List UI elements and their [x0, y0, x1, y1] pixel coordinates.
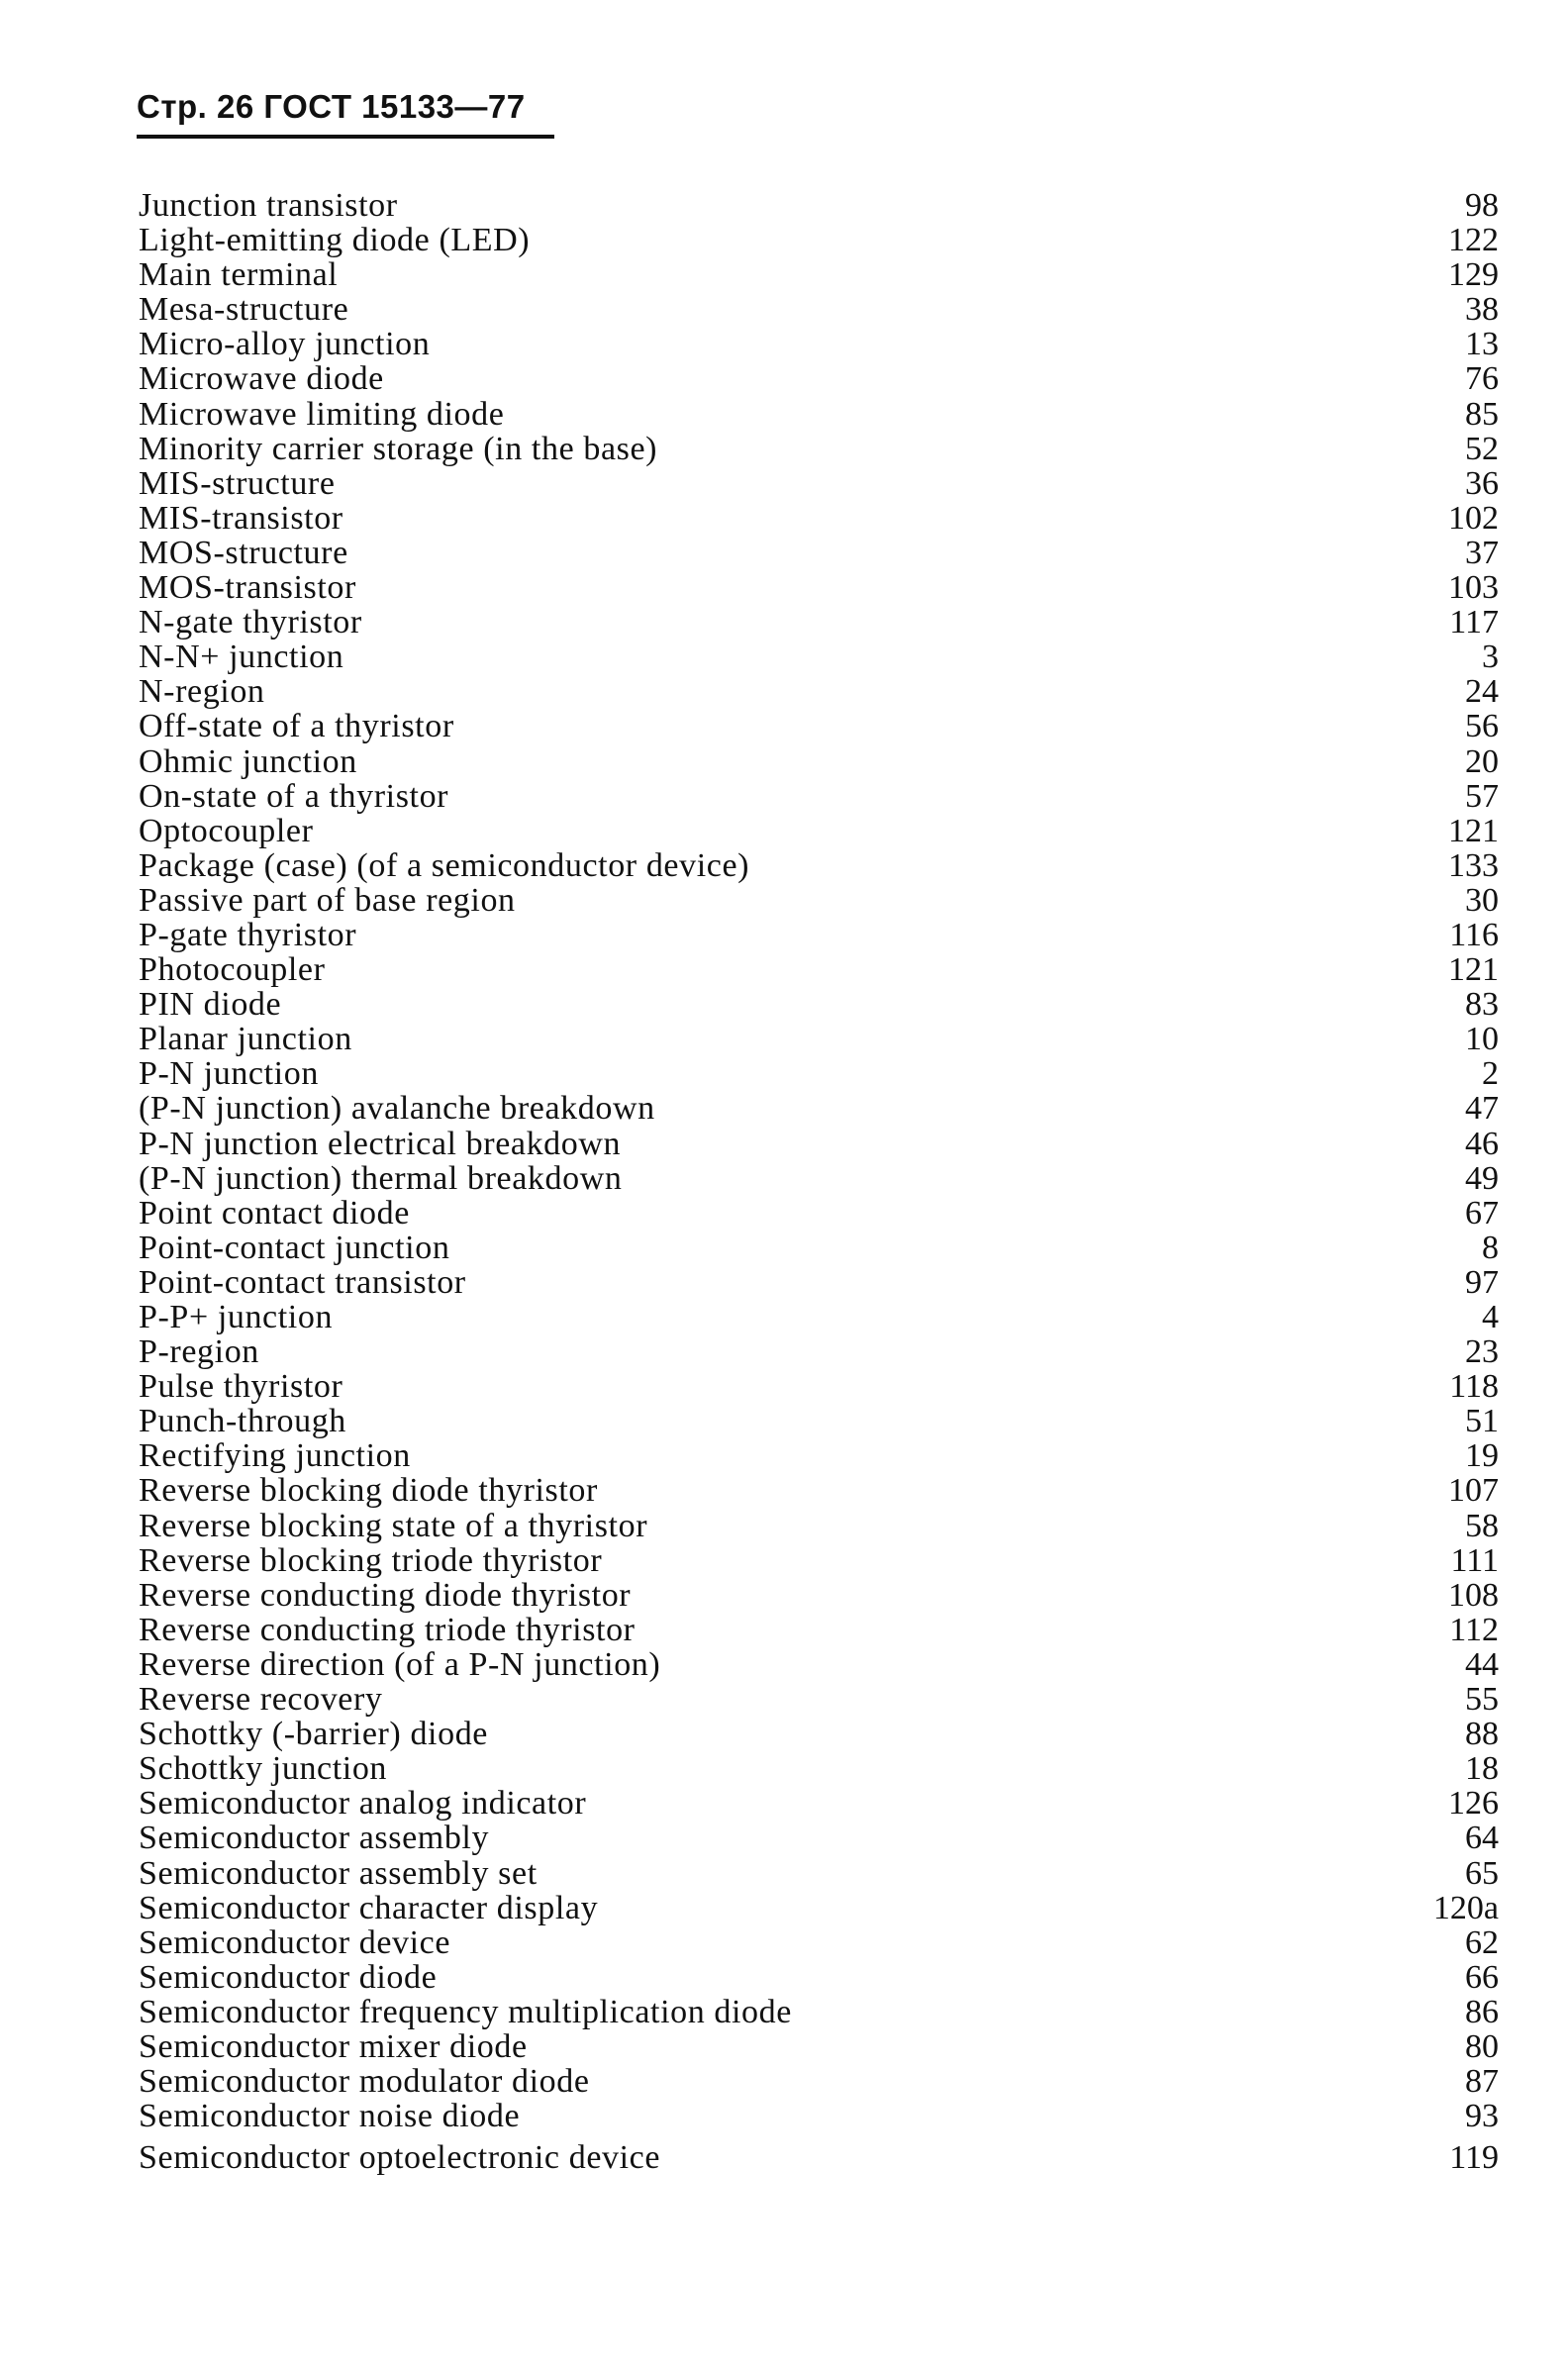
index-term: Rectifying junction — [139, 1437, 411, 1475]
index-term: Reverse conducting triode thyristor — [139, 1611, 636, 1648]
header-underline — [137, 135, 554, 139]
index-term-number: 119 — [1449, 2139, 1499, 2177]
index-term-number: 58 — [1465, 1507, 1499, 1544]
index-term: P-N junction electrical breakdown — [139, 1125, 622, 1162]
index-term: Semiconductor modulator diode — [139, 2063, 590, 2101]
index-term: Semiconductor frequency multiplication diode — [139, 1993, 792, 2030]
index-term: N-region — [139, 673, 265, 711]
index-term: Reverse blocking state of a thyristor — [139, 1507, 648, 1544]
index-term: Off-state of a thyristor — [139, 708, 454, 745]
index-entry — [139, 501, 1503, 536]
index-term-number: 46 — [1465, 1125, 1499, 1162]
index-term-number: 88 — [1465, 1716, 1499, 1753]
index-entry — [139, 1751, 1503, 1786]
index-list — [139, 188, 1503, 2175]
index-term-number: 87 — [1465, 2063, 1499, 2101]
index-entry — [139, 1925, 1503, 1960]
index-term: Semiconductor assembly set — [139, 1854, 538, 1892]
index-term-number: 65 — [1465, 1854, 1499, 1892]
index-term-number: 67 — [1465, 1194, 1499, 1232]
index-term-number: 47 — [1465, 1090, 1499, 1128]
index-entry — [139, 1995, 1503, 2029]
index-term-number: 121 — [1448, 951, 1499, 989]
index-term-number: 112 — [1449, 1611, 1499, 1648]
index-entry — [139, 2140, 1503, 2175]
index-term: Punch-through — [139, 1403, 346, 1440]
index-entry — [139, 709, 1503, 743]
index-term: Schottky (-barrier) diode — [139, 1716, 488, 1753]
index-term: PIN diode — [139, 986, 282, 1024]
index-term: Semiconductor assembly — [139, 1820, 490, 1857]
index-term-number: 8 — [1482, 1229, 1499, 1266]
index-term-number: 52 — [1465, 430, 1499, 467]
index-term-number: 120a — [1432, 1889, 1499, 1926]
index-term: Main terminal — [139, 256, 339, 294]
index-entry — [139, 1334, 1503, 1369]
index-term-number: 49 — [1465, 1159, 1499, 1197]
index-term: Semiconductor mixer diode — [139, 2027, 528, 2065]
index-term-number: 62 — [1465, 1923, 1499, 1961]
index-term: Reverse conducting diode thyristor — [139, 1576, 632, 1614]
index-term-number: 116 — [1449, 916, 1499, 953]
index-term: MIS-structure — [139, 464, 336, 502]
index-term-number: 56 — [1465, 708, 1499, 745]
index-entry — [139, 1647, 1503, 1682]
index-term: Reverse blocking diode thyristor — [139, 1472, 598, 1510]
index-entry — [139, 1161, 1503, 1196]
index-term: Point-contact transistor — [139, 1263, 466, 1301]
index-term: Reverse blocking triode thyristor — [139, 1541, 603, 1579]
index-entry — [139, 952, 1503, 987]
index-term: Minority carrier storage (in the base) — [139, 430, 658, 467]
index-term-number: 64 — [1465, 1820, 1499, 1857]
index-term-number: 98 — [1465, 187, 1499, 224]
index-term: Semiconductor analog indicator — [139, 1785, 587, 1823]
index-entry — [139, 1265, 1503, 1300]
index-term: Light-emitting diode (LED) — [139, 222, 531, 259]
index-entry — [139, 361, 1503, 396]
index-entry — [139, 292, 1503, 327]
index-entry — [139, 432, 1503, 466]
index-term-number: 122 — [1448, 222, 1499, 259]
index-term: Package (case) (of a semiconductor device) — [139, 846, 750, 884]
index-entry — [139, 397, 1503, 432]
index-entry — [139, 1821, 1503, 1855]
index-entry — [139, 605, 1503, 640]
index-term: Planar junction — [139, 1021, 352, 1058]
index-term: MIS-transistor — [139, 499, 343, 537]
index-term: Semiconductor character display — [139, 1889, 599, 1926]
index-term-number: 129 — [1448, 256, 1499, 294]
index-entry — [139, 1091, 1503, 1126]
index-term: Mesa-structure — [139, 291, 349, 329]
index-term-number: 108 — [1448, 1576, 1499, 1614]
index-entry — [139, 1300, 1503, 1334]
index-term: Reverse direction (of a P-N junction) — [139, 1645, 661, 1683]
index-entry — [139, 1717, 1503, 1751]
index-entry — [139, 640, 1503, 674]
index-entry — [139, 848, 1503, 883]
index-term-number: 2 — [1482, 1055, 1499, 1093]
index-term-number: 23 — [1465, 1333, 1499, 1371]
index-term-number: 18 — [1465, 1750, 1499, 1788]
index-term: Pulse thyristor — [139, 1368, 343, 1406]
index-entry — [139, 1404, 1503, 1438]
index-term: (P-N junction) thermal breakdown — [139, 1159, 623, 1197]
index-term: P-P+ junction — [139, 1299, 334, 1335]
index-term: MOS-structure — [139, 534, 348, 571]
index-term-number: 10 — [1465, 1021, 1499, 1058]
index-term-number: 37 — [1465, 534, 1499, 571]
index-term: Schottky junction — [139, 1750, 388, 1788]
index-term-number: 133 — [1448, 846, 1499, 884]
index-entry — [139, 1682, 1503, 1717]
index-term-number: 55 — [1465, 1681, 1499, 1719]
index-entry — [139, 674, 1503, 709]
index-term-number: 107 — [1448, 1472, 1499, 1510]
index-term-number: 85 — [1465, 395, 1499, 433]
index-entry — [139, 1056, 1503, 1091]
index-entry — [139, 814, 1503, 848]
index-term-number: 57 — [1465, 777, 1499, 815]
index-entry — [139, 1231, 1503, 1265]
index-term-number: 76 — [1465, 360, 1499, 398]
index-term-number: 118 — [1449, 1368, 1499, 1406]
index-term-number: 66 — [1465, 1958, 1499, 1996]
index-term-number: 4 — [1482, 1299, 1499, 1335]
index-entry — [139, 223, 1503, 257]
index-term: Semiconductor optoelectronic device — [139, 2139, 661, 2177]
index-term-number: 20 — [1465, 742, 1499, 780]
index-term-number: 44 — [1465, 1645, 1499, 1683]
index-term: Ohmic junction — [139, 742, 357, 780]
page-header — [137, 87, 554, 143]
index-term: P-gate thyristor — [139, 916, 357, 953]
index-entry — [139, 570, 1503, 605]
index-entry — [139, 1960, 1503, 1995]
index-term-number: 24 — [1465, 673, 1499, 711]
index-term-number: 117 — [1449, 604, 1499, 641]
index-term: Microwave diode — [139, 360, 384, 398]
index-term: Point-contact junction — [139, 1229, 450, 1266]
index-entry — [139, 2064, 1503, 2099]
index-entry — [139, 1127, 1503, 1161]
index-term-number: 86 — [1465, 1993, 1499, 2030]
index-term: Microwave limiting diode — [139, 395, 505, 433]
index-term-number: 36 — [1465, 464, 1499, 502]
index-entry — [139, 327, 1503, 361]
index-term: Semiconductor diode — [139, 1958, 438, 1996]
index-entry — [139, 744, 1503, 779]
index-term: Reverse recovery — [139, 1681, 383, 1719]
index-entry — [139, 1438, 1503, 1473]
index-term-number: 30 — [1465, 881, 1499, 919]
index-term-number: 102 — [1448, 499, 1499, 537]
index-term-number: 103 — [1448, 569, 1499, 607]
index-entry — [139, 1509, 1503, 1543]
index-term: On-state of a thyristor — [139, 777, 449, 815]
index-term: P-N junction — [139, 1055, 319, 1093]
index-term-number: 38 — [1465, 291, 1499, 329]
index-term: N-N+ junction — [139, 639, 344, 676]
index-term-number: 80 — [1465, 2027, 1499, 2065]
index-term: P-region — [139, 1333, 259, 1371]
index-entry — [139, 1786, 1503, 1821]
index-term-number: 93 — [1465, 2098, 1499, 2135]
index-entry — [139, 1543, 1503, 1578]
index-entry — [139, 1196, 1503, 1231]
index-term: Photocoupler — [139, 951, 326, 989]
index-term: N-gate thyristor — [139, 604, 362, 641]
index-term: (P-N junction) avalanche breakdown — [139, 1090, 655, 1128]
index-term: Point contact diode — [139, 1194, 410, 1232]
index-term-number: 13 — [1465, 326, 1499, 363]
index-term-number: 111 — [1450, 1541, 1499, 1579]
index-entry — [139, 918, 1503, 952]
index-entry — [139, 1856, 1503, 1891]
index-entry — [139, 1578, 1503, 1613]
index-term-number: 121 — [1448, 812, 1499, 849]
index-entry — [139, 1613, 1503, 1647]
index-entry — [139, 188, 1503, 223]
index-term-number: 97 — [1465, 1263, 1499, 1301]
index-entry — [139, 1891, 1503, 1925]
index-entry — [139, 1022, 1503, 1056]
page-header-text: Стр. 26 ГОСТ 15133—77 — [137, 88, 526, 125]
index-entry — [139, 257, 1503, 292]
index-term-number: 19 — [1465, 1437, 1499, 1475]
index-entry — [139, 1369, 1503, 1404]
index-entry — [139, 883, 1503, 918]
index-term: Optocoupler — [139, 812, 314, 849]
index-term-number: 83 — [1465, 986, 1499, 1024]
index-term: MOS-transistor — [139, 569, 356, 607]
index-entry — [139, 466, 1503, 501]
index-term: Semiconductor device — [139, 1923, 451, 1961]
index-term: Passive part of base region — [139, 881, 516, 919]
index-term-number: 3 — [1482, 639, 1499, 676]
index-entry — [139, 1473, 1503, 1508]
index-entry — [139, 987, 1503, 1022]
index-term-number: 126 — [1448, 1785, 1499, 1823]
index-term-number: 51 — [1465, 1403, 1499, 1440]
index-entry — [139, 2099, 1503, 2133]
index-term: Micro-alloy junction — [139, 326, 431, 363]
index-entry — [139, 536, 1503, 570]
index-entry — [139, 779, 1503, 814]
index-term: Semiconductor noise diode — [139, 2098, 521, 2135]
index-term: Junction transistor — [139, 187, 398, 224]
index-entry — [139, 2029, 1503, 2064]
